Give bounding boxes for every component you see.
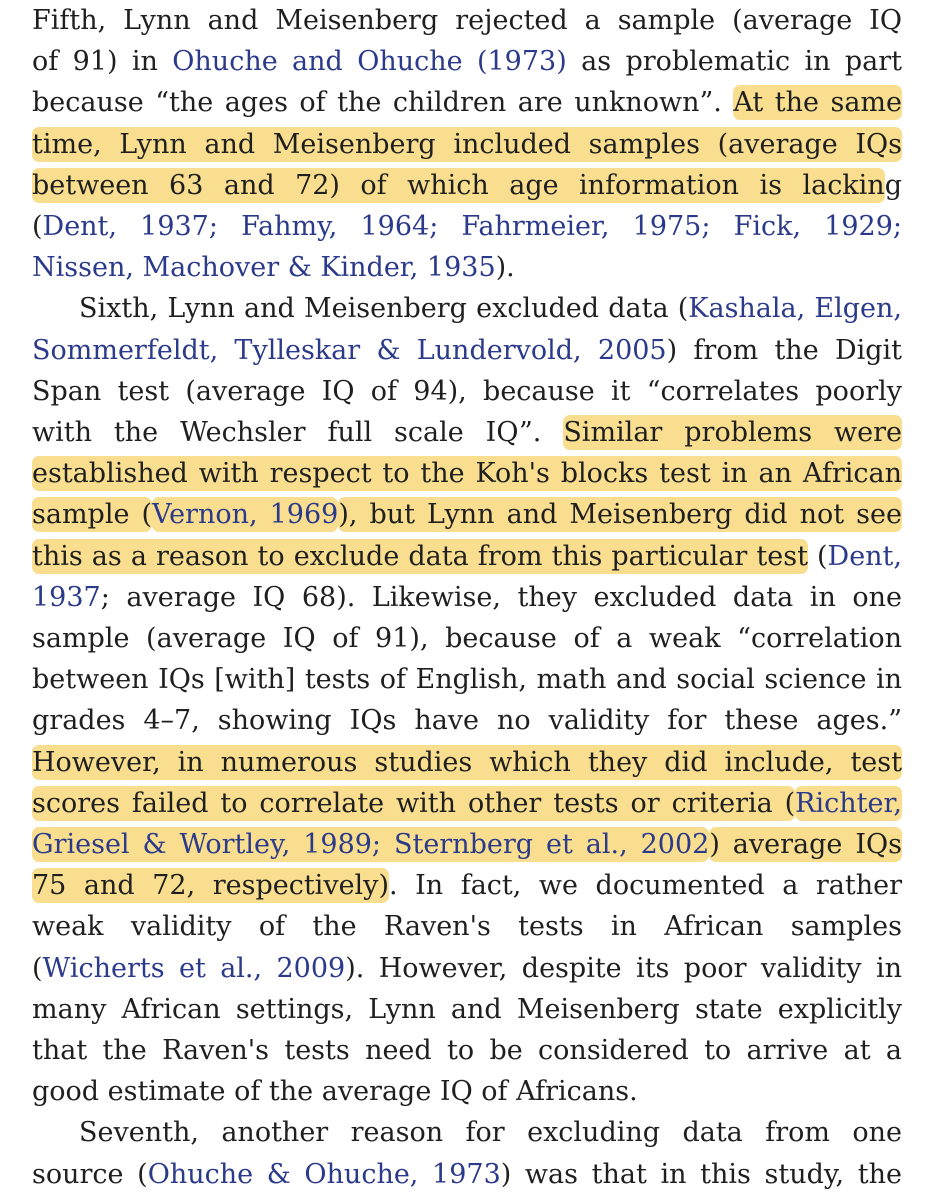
- highlighted-text: At the same: [733, 87, 902, 119]
- text-line: [32, 247, 902, 288]
- highlighted-text: ) average IQs: [709, 829, 903, 860]
- citation-link[interactable]: Richter,: [795, 787, 902, 819]
- text-line: [32, 948, 902, 989]
- body-text: sample (average IQ of 91), because of a weak “correlation: [32, 623, 902, 654]
- citation-link[interactable]: Sommerfeldt, Tylleskar & Lundervold, 2005: [32, 334, 667, 366]
- text-line: [32, 330, 902, 371]
- body-text: many African settings, Lynn and Meisenberg state explicitly: [32, 993, 902, 1025]
- text-line: [32, 41, 902, 82]
- highlighted-text: time, Lynn and Meisenberg included samples (average IQs: [32, 128, 902, 160]
- text-line: [32, 989, 902, 1030]
- text-line: [79, 288, 902, 329]
- text-line: [32, 1071, 902, 1112]
- body-text: Sixth, Lynn and Meisenberg excluded data (: [79, 293, 689, 325]
- text-line: [32, 412, 902, 453]
- body-text: good estimate of the average IQ of Africans.: [32, 1076, 638, 1108]
- text-line: [32, 0, 902, 41]
- body-text: of 91) in: [32, 46, 173, 78]
- citation-link[interactable]: Dent,: [827, 540, 902, 572]
- body-text: source (: [32, 1158, 148, 1190]
- text-line: [79, 1112, 902, 1153]
- text-line: [32, 618, 902, 659]
- text-line: [32, 906, 902, 947]
- text-line: [32, 206, 902, 247]
- text-line: [32, 783, 902, 824]
- highlighted-text: ), but Lynn and Meisenberg did not see: [338, 499, 902, 531]
- body-text: weak validity of the Raven's tests in African samples: [32, 911, 902, 943]
- text-line: [32, 824, 902, 865]
- text-line: [32, 453, 902, 494]
- body-text: (: [807, 540, 828, 572]
- body-text: ; average IQ 68). Likewise, they excluded data in one: [100, 581, 902, 613]
- text-line: [32, 82, 902, 123]
- body-text: ) was that in this study, the: [500, 1158, 902, 1190]
- body-text: as problematic in part: [566, 46, 902, 78]
- text-line: [32, 371, 902, 412]
- citation-link[interactable]: Kashala, Elgen,: [688, 293, 902, 325]
- highlighted-text: 75 and 72, respectively): [32, 870, 389, 902]
- body-text: . In fact, we documented a rather: [388, 870, 903, 902]
- citation-link[interactable]: Ohuche & Ohuche, 1973: [147, 1158, 501, 1190]
- text-line: [32, 494, 902, 535]
- citation-link[interactable]: Ohuche and Ohuche (1973): [172, 46, 567, 78]
- body-text: between IQs [with] tests of English, math and social science in: [32, 664, 902, 696]
- body-text: Span test (average IQ of 94), because it “correlates poorly: [32, 375, 902, 407]
- highlighted-text: However, in numerous studies which they did include, test: [32, 746, 902, 778]
- citation-link[interactable]: Vernon, 1969: [152, 499, 339, 531]
- highlighted-text: this as a reason to exclude data from this particular test: [32, 540, 808, 572]
- citation-link[interactable]: Dent, 1937; Fahmy, 1964; Fahrmeier, 1975; Fick, 1929;: [42, 211, 902, 242]
- text-line: [32, 742, 902, 783]
- citation-link[interactable]: 1937: [32, 581, 101, 613]
- highlighted-text: established with respect to the Koh's blocks test in an African: [32, 458, 902, 490]
- body-text: ) from the Digit: [666, 334, 902, 366]
- body-text: (: [32, 211, 43, 242]
- text-line: [32, 1154, 902, 1195]
- text-line: [32, 577, 902, 618]
- text-line: [32, 700, 902, 741]
- body-text: grades 4–7, showing IQs have no validity for these ages.”: [32, 705, 902, 737]
- highlighted-text: sample (: [32, 499, 153, 531]
- text-line: [32, 865, 902, 906]
- text-line: [32, 124, 902, 165]
- body-text: g: [884, 169, 902, 201]
- body-text: with the Wechsler full scale IQ”.: [32, 417, 564, 448]
- highlighted-text: between 63 and 72) of which age information is lackin: [32, 169, 885, 201]
- text-line: [32, 536, 902, 577]
- body-text: Fifth, Lynn and Meisenberg rejected a sample (average IQ: [32, 5, 902, 36]
- highlighted-text: Similar problems were: [563, 417, 902, 448]
- body-text: Seventh, another reason for excluding data from one: [79, 1117, 902, 1149]
- body-text: because “the ages of the children are unknown”.: [32, 87, 734, 119]
- citation-link[interactable]: Wicherts et al., 2009: [42, 952, 346, 984]
- citation-link[interactable]: Griesel & Wortley, 1989; Sternberg et al., 2002: [32, 829, 710, 860]
- text-line: [32, 165, 902, 206]
- citation-link[interactable]: Nissen, Machover & Kinder, 1935: [32, 252, 496, 284]
- body-text: ).: [495, 252, 515, 284]
- body-text: ). However, despite its poor validity in: [345, 952, 902, 984]
- text-line: [32, 659, 902, 700]
- highlighted-text: scores failed to correlate with other tests or criteria (: [32, 787, 796, 819]
- body-text: (: [32, 952, 43, 984]
- body-text: that the Raven's tests need to be considered to arrive at a: [32, 1035, 902, 1066]
- text-line: [32, 1030, 902, 1071]
